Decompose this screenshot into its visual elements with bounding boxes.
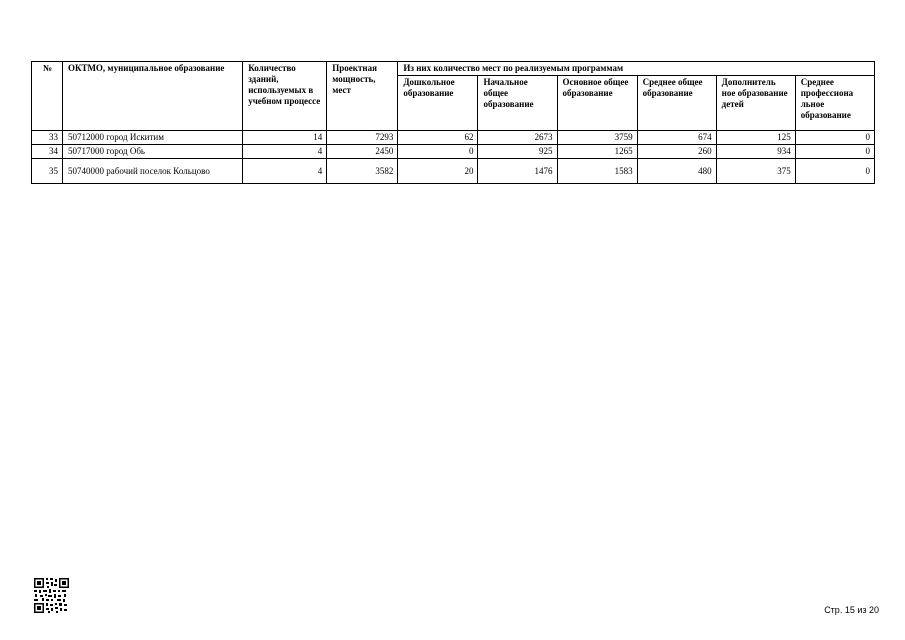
header-primary: Начальное общее образование bbox=[478, 76, 557, 131]
row-buildings: 4 bbox=[243, 159, 327, 184]
row-additional: 125 bbox=[716, 131, 795, 145]
table-row bbox=[32, 159, 875, 184]
header-number: № bbox=[32, 62, 63, 131]
row-municipality: 50712000 город Искитим bbox=[63, 131, 243, 145]
row-municipality: 50717000 город Обь bbox=[63, 145, 243, 159]
row-number: 33 bbox=[32, 131, 63, 145]
row-vocational: 0 bbox=[795, 145, 874, 159]
row-preschool: 0 bbox=[398, 145, 478, 159]
row-secondary: 674 bbox=[637, 131, 716, 145]
row-number: 34 bbox=[32, 145, 63, 159]
header-preschool: Дошкольное образование bbox=[398, 76, 478, 131]
row-capacity: 7293 bbox=[327, 131, 398, 145]
row-basic: 3759 bbox=[557, 131, 637, 145]
table-row bbox=[32, 131, 875, 145]
row-preschool: 62 bbox=[398, 131, 478, 145]
header-additional: Дополнитель ное образование детей bbox=[716, 76, 795, 131]
row-capacity: 2450 bbox=[327, 145, 398, 159]
row-additional: 375 bbox=[716, 159, 795, 184]
row-basic: 1265 bbox=[557, 145, 637, 159]
row-buildings: 14 bbox=[243, 131, 327, 145]
row-primary: 925 bbox=[478, 145, 557, 159]
places-table bbox=[31, 61, 875, 184]
header-capacity: Проектная мощность, мест bbox=[327, 62, 398, 131]
row-additional: 934 bbox=[716, 145, 795, 159]
row-capacity: 3582 bbox=[327, 159, 398, 184]
row-secondary: 480 bbox=[637, 159, 716, 184]
header-basic: Основное общее образование bbox=[557, 76, 637, 131]
row-preschool: 20 bbox=[398, 159, 478, 184]
row-vocational: 0 bbox=[795, 131, 874, 145]
table-row bbox=[32, 145, 875, 159]
row-number: 35 bbox=[32, 159, 63, 184]
row-primary: 1476 bbox=[478, 159, 557, 184]
row-buildings: 4 bbox=[243, 145, 327, 159]
table-header-row bbox=[32, 62, 875, 76]
row-primary: 2673 bbox=[478, 131, 557, 145]
header-buildings: Количество зданий, используемых в учебном процессе bbox=[243, 62, 327, 131]
header-programs-group: Из них количество мест по реализуемым программам bbox=[398, 62, 875, 76]
page-number: Стр. 15 из 20 bbox=[824, 605, 879, 615]
header-vocational: Среднее профессиона льное образование bbox=[795, 76, 874, 131]
header-secondary: Среднее общее образование bbox=[637, 76, 716, 131]
row-secondary: 260 bbox=[637, 145, 716, 159]
qr-code-icon bbox=[34, 578, 69, 613]
row-basic: 1583 bbox=[557, 159, 637, 184]
row-municipality: 50740000 рабочий поселок Кольцово bbox=[63, 159, 243, 184]
header-oktmo: ОКТМО, муниципальное образование bbox=[63, 62, 243, 131]
row-vocational: 0 bbox=[795, 159, 874, 184]
